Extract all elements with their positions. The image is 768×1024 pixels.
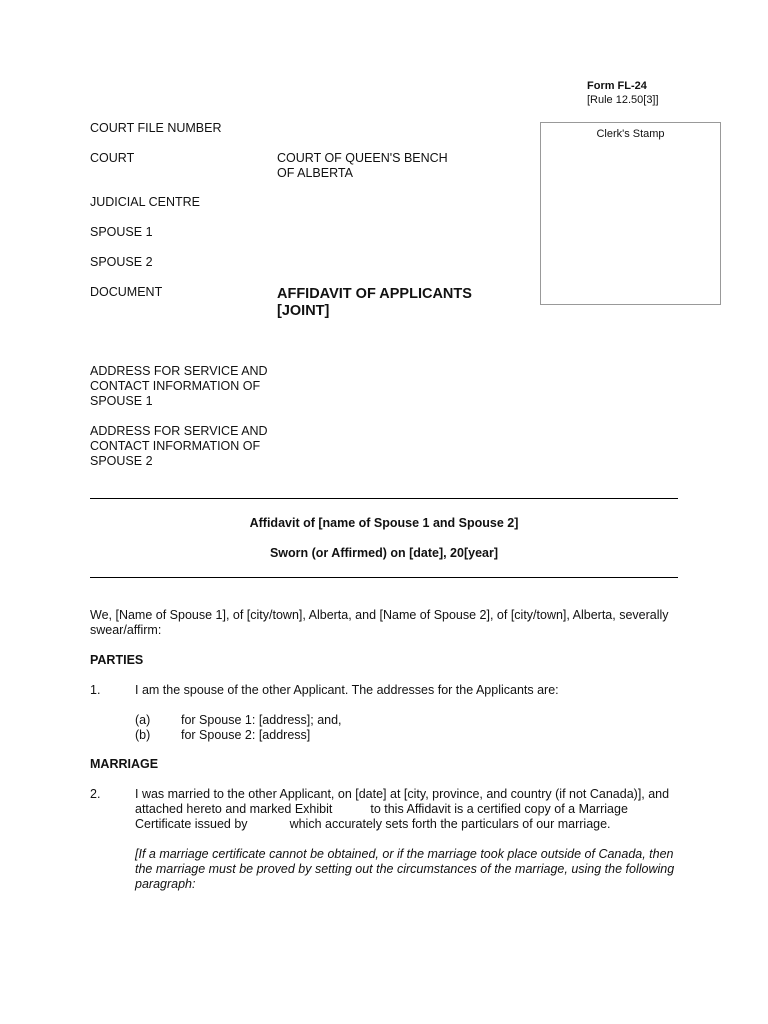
sworn-line: Sworn (or Affirmed) on [date], 20[year] <box>269 546 499 560</box>
item1a-letter: (a) <box>135 713 151 727</box>
court-value <box>277 151 448 181</box>
spouse1-label: SPOUSE 1 <box>90 225 153 239</box>
intro-line1: We, [Name of Spouse 1], of [city/town], Alberta, and [Name of Spouse 2], of [city/town], Alberta, severally <box>90 608 669 622</box>
item2-line3-part1: Certificate issued by <box>135 817 248 831</box>
address1-line2: CONTACT INFORMATION OF <box>90 379 261 393</box>
clerks-stamp-box <box>540 122 721 305</box>
court-value-line1: COURT OF QUEEN'S BENCH <box>277 151 448 165</box>
item1-number: 1. <box>90 683 101 697</box>
note-line1: [If a marriage certificate cannot be obtained, or if the marriage took place outside of Canada, then <box>135 847 674 861</box>
address2-line3: SPOUSE 2 <box>90 454 153 468</box>
address-for-service-spouse1 <box>90 364 268 409</box>
item1b-text: for Spouse 2: [address] <box>181 728 311 742</box>
note-line2: the marriage must be proved by setting out the circumstances of the marriage, using the following <box>135 862 675 876</box>
court-value-line2: OF ALBERTA <box>277 166 353 180</box>
item2-line3-part2: which accurately sets forth the particulars of our marriage. <box>289 817 611 831</box>
note-line3: paragraph: <box>135 877 196 891</box>
address-for-service-spouse2 <box>90 424 268 469</box>
item2-line2 <box>135 802 685 817</box>
address1-line1: ADDRESS FOR SERVICE AND <box>90 364 268 378</box>
document-title-line2: [JOINT] <box>277 303 330 319</box>
item2-text <box>135 787 685 832</box>
marriage-heading: MARRIAGE <box>90 757 159 771</box>
divider-top <box>90 498 678 499</box>
form-identifier <box>587 79 659 107</box>
clerks-stamp-label: Clerk's Stamp <box>596 128 665 140</box>
item2-number: 2. <box>90 787 101 801</box>
address2-line2: CONTACT INFORMATION OF <box>90 439 261 453</box>
marriage-note <box>135 847 685 892</box>
divider-bottom <box>90 577 678 578</box>
item2-line2-part1: attached hereto and marked Exhibit <box>135 802 333 816</box>
item2-line3 <box>135 817 685 832</box>
item1-text: I am the spouse of the other Applicant. The addresses for the Applicants are: <box>135 683 559 697</box>
form-number: Form FL-24 <box>587 80 647 92</box>
parties-heading: PARTIES <box>90 653 144 667</box>
judicial-centre-label: JUDICIAL CENTRE <box>90 195 200 209</box>
intro-paragraph <box>90 608 690 638</box>
item2-line2-part2: to this Affidavit is a certified copy of a Marriage <box>370 802 628 816</box>
document-title <box>277 286 472 320</box>
item1b-letter: (b) <box>135 728 151 742</box>
affidavit-of-line: Affidavit of [name of Spouse 1 and Spouse 2] <box>249 516 519 530</box>
address2-line1: ADDRESS FOR SERVICE AND <box>90 424 268 438</box>
item1a-text: for Spouse 1: [address]; and, <box>181 713 342 727</box>
form-rule: [Rule 12.50[3]] <box>587 94 659 106</box>
spouse2-label: SPOUSE 2 <box>90 255 153 269</box>
item2-line1: I was married to the other Applicant, on [date] at [city, province, and country (if not Canada)], and <box>135 787 670 801</box>
court-file-number-label: COURT FILE NUMBER <box>90 121 222 135</box>
document-title-line1: AFFIDAVIT OF APPLICANTS <box>277 286 472 302</box>
document-label: DOCUMENT <box>90 285 163 299</box>
intro-line2: swear/affirm: <box>90 623 162 637</box>
address1-line3: SPOUSE 1 <box>90 394 153 408</box>
court-label: COURT <box>90 151 135 165</box>
